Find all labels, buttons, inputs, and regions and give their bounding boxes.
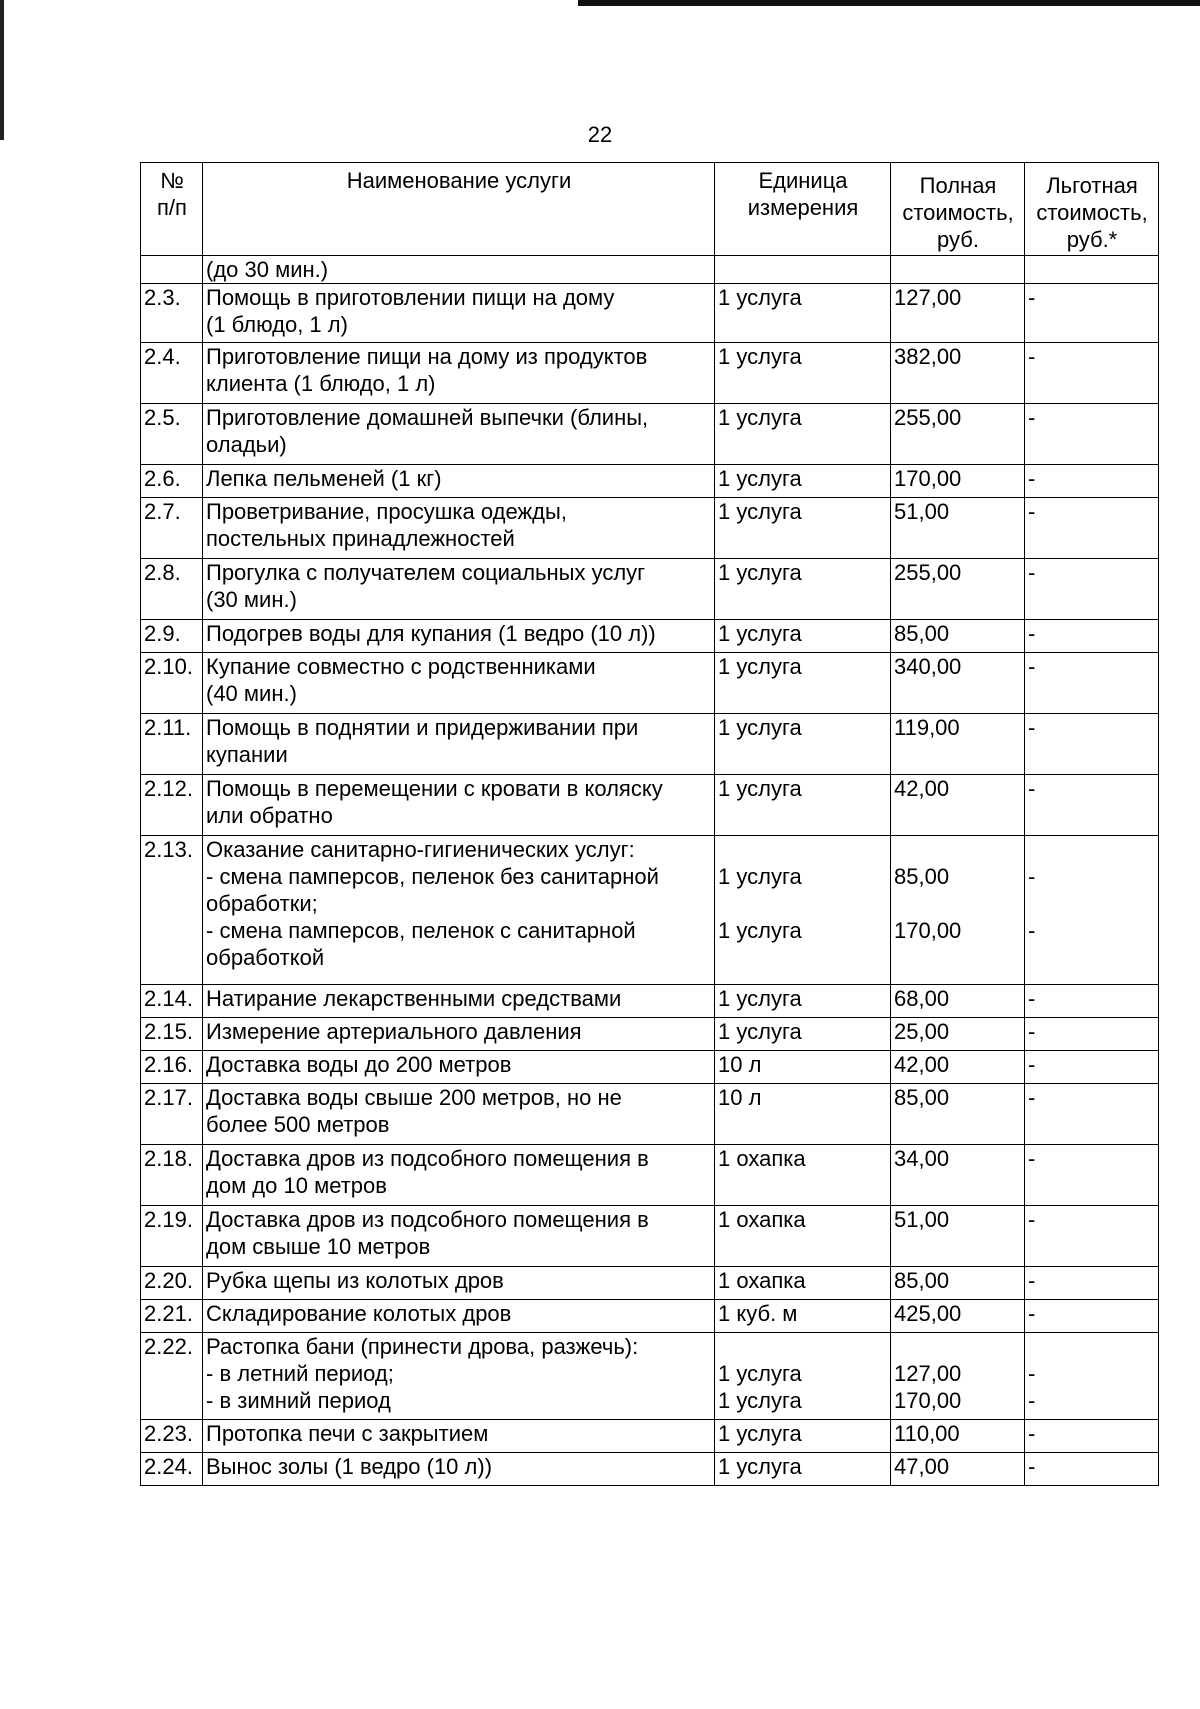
unit-of-measure: 1 услуга: [715, 653, 891, 714]
table-row: [141, 404, 1159, 465]
row-number: 2.20.: [141, 1267, 203, 1300]
row-number: 2.14.: [141, 985, 203, 1018]
full-cost: [891, 256, 1025, 284]
table-row: [141, 343, 1159, 404]
header-discount-cost: Льготная стоимость, руб.*: [1025, 163, 1159, 256]
unit-of-measure: 1 услуга: [715, 498, 891, 559]
service-name: Рубка щепы из колотых дров: [203, 1267, 715, 1300]
unit-of-measure: 1 куб. м: [715, 1300, 891, 1333]
unit-of-measure: 10 л: [715, 1084, 891, 1145]
discount-cost: -: [1025, 465, 1159, 498]
discount-cost: -: [1025, 1051, 1159, 1084]
row-number: 2.9.: [141, 620, 203, 653]
full-cost: 425,00: [891, 1300, 1025, 1333]
row-number: 2.10.: [141, 653, 203, 714]
services-price-table: [140, 162, 1159, 1486]
service-name: Натирание лекарственными средствами: [203, 985, 715, 1018]
table-row: [141, 498, 1159, 559]
discount-cost: -: [1025, 559, 1159, 620]
unit-of-measure: 1 охапка: [715, 1206, 891, 1267]
full-cost: 170,00: [891, 465, 1025, 498]
full-cost: 382,00: [891, 343, 1025, 404]
table-row: [141, 256, 1159, 284]
header-unit: Единица измерения: [715, 163, 891, 256]
header-service-name: Наименование услуги: [203, 163, 715, 256]
unit-of-measure: 1 услуга 1 услуга: [715, 836, 891, 985]
unit-of-measure: 1 услуга: [715, 559, 891, 620]
unit-of-measure: 1 услуга: [715, 1453, 891, 1486]
table-row: [141, 1333, 1159, 1420]
discount-cost: -: [1025, 284, 1159, 343]
full-cost: 85,00: [891, 1084, 1025, 1145]
table-row: [141, 284, 1159, 343]
full-cost: 25,00: [891, 1018, 1025, 1051]
table-row: [141, 559, 1159, 620]
table-row: [141, 653, 1159, 714]
full-cost: 110,00: [891, 1420, 1025, 1453]
row-number: [141, 256, 203, 284]
full-cost: 255,00: [891, 559, 1025, 620]
row-number: 2.23.: [141, 1420, 203, 1453]
header-number: № п/п: [141, 163, 203, 256]
discount-cost: -: [1025, 775, 1159, 836]
row-number: 2.11.: [141, 714, 203, 775]
discount-cost: -: [1025, 1206, 1159, 1267]
full-cost: 85,00: [891, 1267, 1025, 1300]
discount-cost: [1025, 256, 1159, 284]
row-number: 2.19.: [141, 1206, 203, 1267]
table-row: [141, 620, 1159, 653]
service-name: Подогрев воды для купания (1 ведро (10 л)): [203, 620, 715, 653]
page-number: 22: [587, 122, 613, 147]
unit-of-measure: 1 услуга: [715, 620, 891, 653]
unit-of-measure: 1 услуга: [715, 465, 891, 498]
table-row: [141, 1300, 1159, 1333]
discount-cost: -: [1025, 498, 1159, 559]
row-number: 2.16.: [141, 1051, 203, 1084]
service-name: Лепка пельменей (1 кг): [203, 465, 715, 498]
row-number: 2.8.: [141, 559, 203, 620]
table-row: [141, 1018, 1159, 1051]
discount-cost: -: [1025, 653, 1159, 714]
discount-cost: -: [1025, 714, 1159, 775]
table-row: [141, 714, 1159, 775]
unit-of-measure: 1 услуга 1 услуга: [715, 1333, 891, 1420]
discount-cost: -: [1025, 1084, 1159, 1145]
service-name: Вынос золы (1 ведро (10 л)): [203, 1453, 715, 1486]
full-cost: 85,00 170,00: [891, 836, 1025, 985]
row-number: 2.4.: [141, 343, 203, 404]
service-name: Доставка воды до 200 метров: [203, 1051, 715, 1084]
table-row: [141, 1084, 1159, 1145]
full-cost: 340,00: [891, 653, 1025, 714]
unit-of-measure: [715, 256, 891, 284]
discount-cost: - -: [1025, 1333, 1159, 1420]
row-number: 2.21.: [141, 1300, 203, 1333]
unit-of-measure: 1 услуга: [715, 343, 891, 404]
discount-cost: -: [1025, 1453, 1159, 1486]
unit-of-measure: 1 услуга: [715, 284, 891, 343]
row-number: 2.15.: [141, 1018, 203, 1051]
full-cost: 85,00: [891, 620, 1025, 653]
unit-of-measure: 1 услуга: [715, 404, 891, 465]
unit-of-measure: 10 л: [715, 1051, 891, 1084]
discount-cost: -: [1025, 1267, 1159, 1300]
full-cost: 127,00: [891, 284, 1025, 343]
scan-edge-left: [0, 0, 4, 140]
row-number: 2.24.: [141, 1453, 203, 1486]
service-name: Помощь в приготовлении пищи на дому (1 блюдо, 1 л): [203, 284, 715, 343]
service-name: Проветривание, просушка одежды, постельных принадлежностей: [203, 498, 715, 559]
discount-cost: -: [1025, 343, 1159, 404]
row-number: 2.12.: [141, 775, 203, 836]
full-cost: 34,00: [891, 1145, 1025, 1206]
full-cost: 42,00: [891, 1051, 1025, 1084]
full-cost: 51,00: [891, 1206, 1025, 1267]
row-number: 2.7.: [141, 498, 203, 559]
service-name: Доставка дров из подсобного помещения в дом до 10 метров: [203, 1145, 715, 1206]
discount-cost: -: [1025, 404, 1159, 465]
table-header-row: [141, 163, 1159, 256]
unit-of-measure: 1 услуга: [715, 775, 891, 836]
full-cost: 68,00: [891, 985, 1025, 1018]
service-name: Доставка воды свыше 200 метров, но не более 500 метров: [203, 1084, 715, 1145]
unit-of-measure: 1 услуга: [715, 714, 891, 775]
service-name: Купание совместно с родственниками (40 мин.): [203, 653, 715, 714]
service-name: Растопка бани (принести дрова, разжечь): - в летний период; - в зимний период: [203, 1333, 715, 1420]
discount-cost: -: [1025, 620, 1159, 653]
unit-of-measure: 1 услуга: [715, 1018, 891, 1051]
table-row: [141, 1145, 1159, 1206]
row-number: 2.17.: [141, 1084, 203, 1145]
unit-of-measure: 1 услуга: [715, 1420, 891, 1453]
row-number: 2.6.: [141, 465, 203, 498]
service-name: (до 30 мин.): [203, 256, 715, 284]
table-row: [141, 1206, 1159, 1267]
discount-cost: -: [1025, 985, 1159, 1018]
full-cost: 255,00: [891, 404, 1025, 465]
service-name: Приготовление пищи на дому из продуктов клиента (1 блюдо, 1 л): [203, 343, 715, 404]
discount-cost: -: [1025, 1300, 1159, 1333]
table-row: [141, 1453, 1159, 1486]
full-cost: 42,00: [891, 775, 1025, 836]
unit-of-measure: 1 охапка: [715, 1267, 891, 1300]
row-number: 2.3.: [141, 284, 203, 343]
service-name: Оказание санитарно-гигиенических услуг: - смена памперсов, пеленок без санитарной обработки; - смена памперсов, пеленок с санитарной обработкой: [203, 836, 715, 985]
full-cost: 47,00: [891, 1453, 1025, 1486]
service-name: Измерение артериального давления: [203, 1018, 715, 1051]
header-full-cost: Полная стоимость, руб.: [891, 163, 1025, 256]
discount-cost: -: [1025, 1145, 1159, 1206]
full-cost: 119,00: [891, 714, 1025, 775]
service-name: Складирование колотых дров: [203, 1300, 715, 1333]
full-cost: 51,00: [891, 498, 1025, 559]
row-number: 2.13.: [141, 836, 203, 985]
table-row: [141, 465, 1159, 498]
discount-cost: -: [1025, 1018, 1159, 1051]
service-name: Помощь в перемещении с кровати в коляску или обратно: [203, 775, 715, 836]
table-row: [141, 775, 1159, 836]
row-number: 2.18.: [141, 1145, 203, 1206]
table-row: [141, 836, 1159, 985]
service-name: Прогулка с получателем социальных услуг (30 мин.): [203, 559, 715, 620]
service-name: Протопка печи с закрытием: [203, 1420, 715, 1453]
row-number: 2.22.: [141, 1333, 203, 1420]
table-row: [141, 1420, 1159, 1453]
service-name: Доставка дров из подсобного помещения в дом свыше 10 метров: [203, 1206, 715, 1267]
table-row: [141, 1051, 1159, 1084]
service-name: Помощь в поднятии и придерживании при купании: [203, 714, 715, 775]
table-row: [141, 985, 1159, 1018]
row-number: 2.5.: [141, 404, 203, 465]
discount-cost: -: [1025, 1420, 1159, 1453]
table-row: [141, 1267, 1159, 1300]
unit-of-measure: 1 охапка: [715, 1145, 891, 1206]
full-cost: 127,00 170,00: [891, 1333, 1025, 1420]
discount-cost: - -: [1025, 836, 1159, 985]
unit-of-measure: 1 услуга: [715, 985, 891, 1018]
service-name: Приготовление домашней выпечки (блины, оладьи): [203, 404, 715, 465]
scan-edge-top: [578, 0, 1200, 6]
